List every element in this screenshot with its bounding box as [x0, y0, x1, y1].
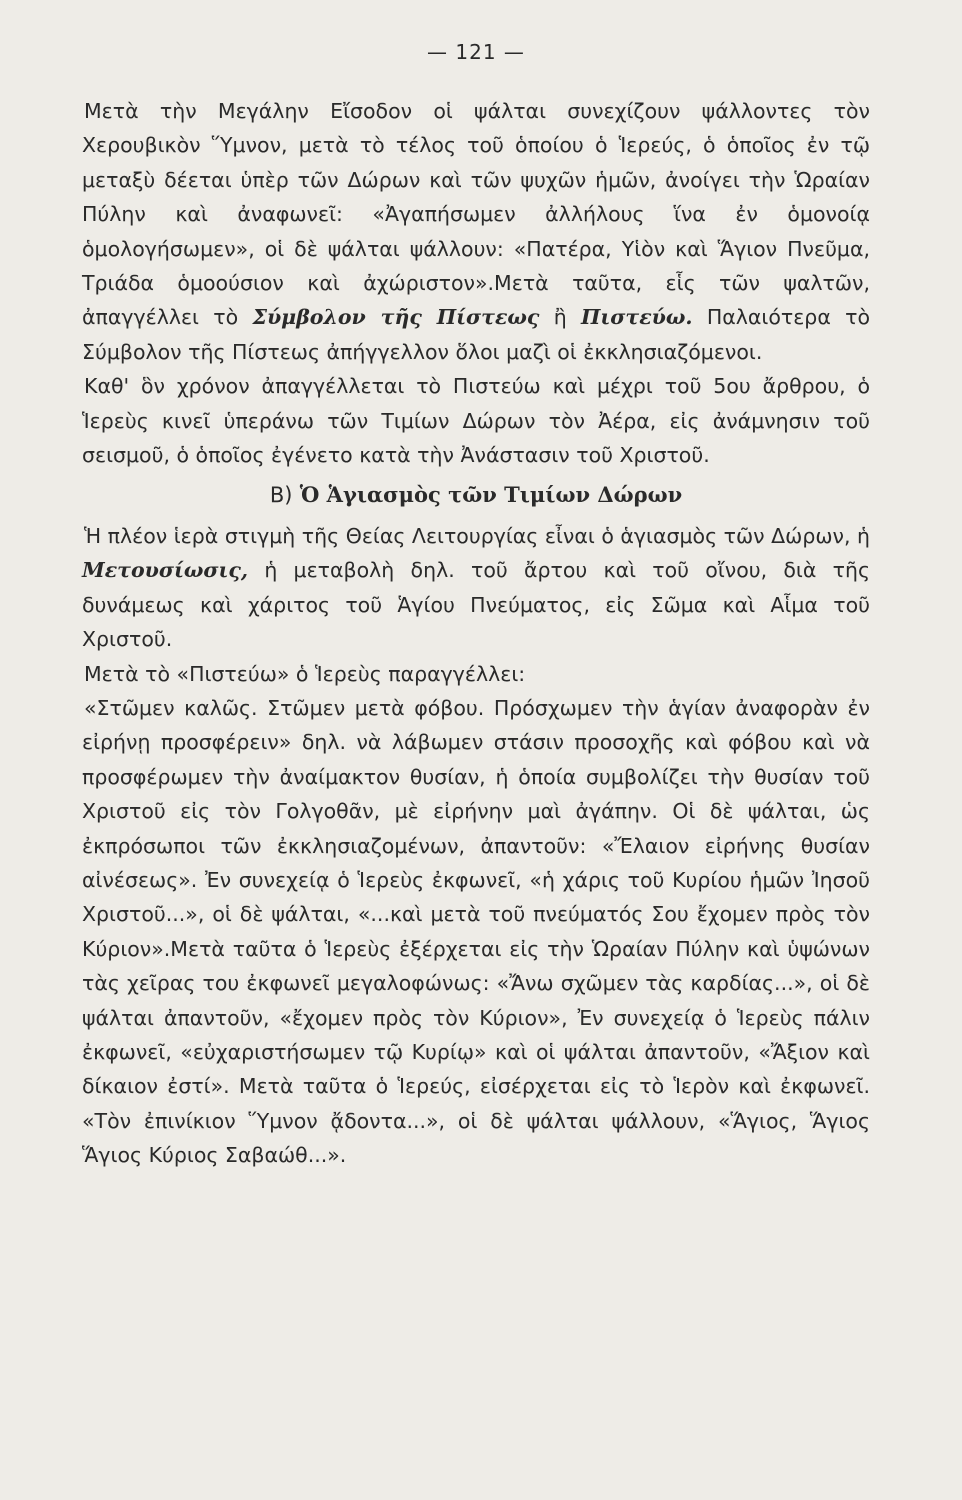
paragraph-1 — [82, 94, 870, 369]
paragraph-2: Καθ' ὃν χρόνον ἀπαγγέλλεται τὸ Πιστεύω καὶ μέχρι τοῦ 5ου ἄρθρου, ὁ Ἱερεὺς κινεῖ ὑπεράνω τῶν Τιμίων Δώρων τὸν Ἀέρα, εἰς ἀνάμνησιν τοῦ σεισμοῦ, ὁ ὁποῖος ἐγένετο κατὰ τὴν Ἀνάστασιν τοῦ Χριστοῦ. — [82, 374, 870, 468]
paragraph-4: Μετὰ τὸ «Πιστεύω» ὁ Ἱερεὺς παραγγέλλει: — [84, 661, 526, 686]
paragraph-3-emphasis-transubstantiation: Μετουσίωσις, — [82, 558, 249, 583]
section-heading — [82, 478, 870, 512]
page-number: — 121 — — [427, 40, 525, 64]
paragraph-3 — [82, 519, 870, 657]
body-text — [82, 94, 870, 1173]
paragraph-1-text-b: ἢ — [539, 305, 581, 330]
paragraph-1-emphasis-symbol: Σύμβολον τῆς Πίστεως — [252, 305, 540, 330]
paragraph-5: «Στῶμεν καλῶς. Στῶμεν μετὰ φόβου. Πρόσχωμεν τὴν ἁγίαν ἀναφορὰν ἐν εἰρήνῃ προσφέρειν» δηλ. νὰ λάβωμεν στάσιν προσοχῆς καὶ φόβου καὶ νὰ προσφέρωμεν τὴν ἀναίμακτον θυσίαν, ἡ ὁποία συμβολίζει τὴν θυσίαν τοῦ Χριστοῦ εἰς τὸν Γολγοθᾶν, μὲ εἰρήνην μαὶ ἀγάπην. Οἱ δὲ ψάλται, ὡς ἐκπρόσωποι τῶν ἐκκλησιαζομένων, ἀπαντοῦν: «Ἔλαιον εἰρήνης θυσίαν αἰνέσεως». Ἐν συνεχείᾳ ὁ Ἱερεὺς ἐκφωνεῖ, «ἡ χάρις τοῦ Κυρίου ἡμῶν Ἰησοῦ Χριστοῦ...», οἱ δὲ ψάλται, «...καὶ μετὰ τοῦ πνεύματός Σου ἔχομεν πρὸς τὸν Κύριον».Μετὰ ταῦτα ὁ Ἱερεὺς ἐξέρχεται εἰς τὴν Ὡραίαν Πύλην καὶ ὑψώνων τὰς χεῖρας του ἐκφωνεῖ μεγαλοφώνως: «Ἄνω σχῶμεν τὰς καρδίας...», οἱ δὲ ψάλται ἀπαντοῦν, «ἔχομεν πρὸς τὸν Κύριον», Ἐν συνεχείᾳ ὁ Ἱερεὺς πάλιν ἐκφωνεῖ, «εὐχαριστήσωμεν τῷ Κυρίῳ» καὶ οἱ ψάλται ἀπαντοῦν, «Ἄξιον καὶ δίκαιον ἐστί». Μετὰ ταῦτα ὁ Ἱερεύς, εἰσέρχεται εἰς τὸ Ἱερὸν καὶ ἐκφωνεῖ. «Τὸν ἐπινίκιον Ὕμνον ᾄδοντα...», οἱ δὲ ψάλται ψάλλουν, «Ἅγιος, Ἅγιος Ἅγιος Κύριος Σαβαώθ...». — [82, 695, 870, 1168]
section-heading-title: Ὁ Ἁγιασμὸς τῶν Τιμίων Δώρων — [299, 482, 683, 508]
paragraph-1-emphasis-credo: Πιστεύω. — [581, 305, 693, 330]
paragraph-3-text-a: Ἡ πλέον ἱερὰ στιγμὴ τῆς Θείας Λειτουργίας εἶναι ὁ ἁγιασμὸς τῶν Δώρων, ἡ — [84, 523, 870, 548]
paragraph-1-text-a: Μετὰ τὴν Μεγάλην Εἴσοδον οἱ ψάλται συνεχίζουν ψάλλοντες τὸν Χερουβικὸν Ὕμνον, μετὰ τὸ τέλος τοῦ ὁποίου ὁ Ἱερεύς, ὁ ὁποῖος ἐν τῷ μεταξὺ δέεται ὑπὲρ τῶν Δώρων καὶ τῶν ψυχῶν ἡμῶν, ἀνοίγει τὴν Ὡραίαν Πύλην καὶ ἀναφωνεῖ: «Ἀγαπήσωμεν ἀλλήλους ἵνα ἐν ὁμονοίᾳ ὁμολογήσωμεν», οἱ δὲ ψάλται ψάλλουν: «Πατέρα, Υἱὸν καὶ Ἅγιον Πνεῦμα, Τριάδα ὁμοούσιον καὶ ἀχώριστον».Μετὰ ταῦτα, εἷς τῶν ψαλτῶν, ἀπαγγέλλει τὸ — [82, 99, 870, 330]
paragraph-3-text-b: ἡ μεταβολὴ δηλ. τοῦ ἄρτου καὶ τοῦ οἴνου, διὰ τῆς δυνάμεως καὶ χάριτος τοῦ Ἁγίου Πνεύματος, εἰς Σῶμα καὶ Αἷμα τοῦ Χριστοῦ. — [82, 558, 870, 652]
section-heading-label: Β) — [269, 483, 293, 508]
paragraph-1-text-c: Παλαιότερα τὸ Σύμβολον τῆς Πίστεως ἀπήγγελλον ὅλοι μαζὶ οἱ ἐκκλησιαζόμενοι. — [82, 305, 871, 364]
